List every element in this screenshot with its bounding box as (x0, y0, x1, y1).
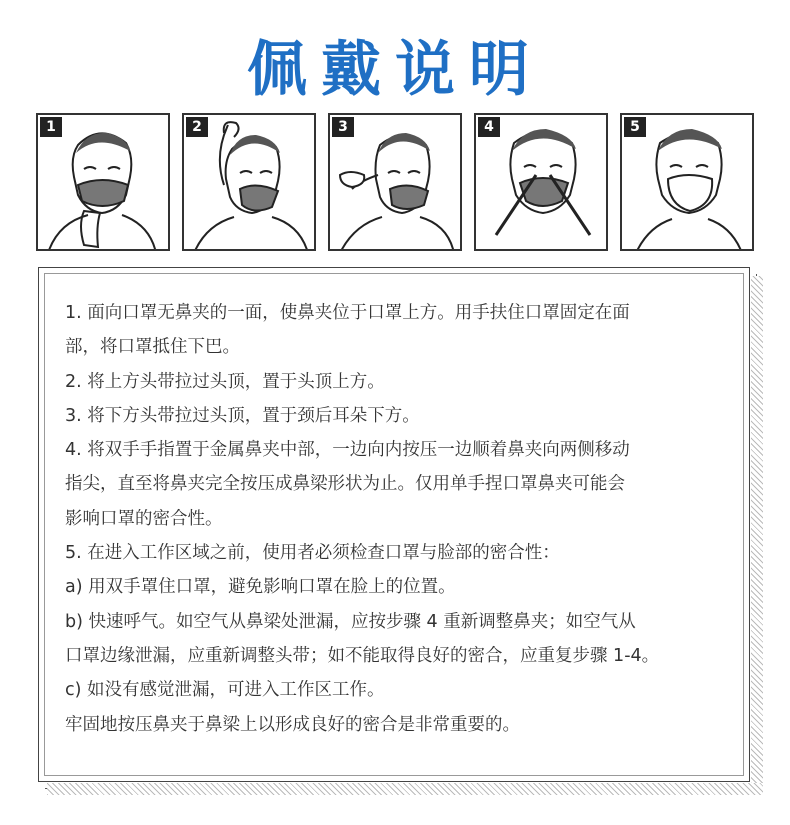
instruction-line: 口罩边缘泄漏，应重新调整头带；如不能取得良好的密合，应重复步骤 1-4。 (65, 645, 660, 666)
step-number: 4 (478, 117, 500, 137)
step-number: 2 (186, 117, 208, 137)
instruction-line: 牢固地按压鼻夹于鼻梁上以形成良好的密合是非常重要的。 (65, 714, 520, 735)
instruction-line: 1. 面向口罩无鼻夹的一面，使鼻夹位于口罩上方。用手扶住口罩固定在面 (65, 303, 630, 323)
step-5-panel (620, 113, 754, 251)
step-number: 1 (40, 117, 62, 137)
step-number: 3 (332, 117, 354, 137)
panel-shadow-right (751, 276, 763, 795)
instruction-line: 指尖，直至将鼻夹完全按压成鼻梁形状为止。仅用单手捏口罩鼻夹可能会 (65, 474, 625, 495)
step-3-panel (328, 113, 462, 251)
page-title: 佩戴说明 (247, 35, 543, 105)
step-number: 5 (624, 117, 646, 137)
instruction-line: 4. 将双手手指置于金属鼻夹中部，一边向内按压一边顺着鼻夹向两侧移动 (65, 440, 630, 461)
steps-row (36, 113, 756, 253)
instructions-panel (38, 267, 750, 782)
instruction-line: 5. 在进入工作区域之前，使用者必须检查口罩与脸部的密合性： (65, 543, 560, 564)
instruction-line: 影响口罩的密合性。 (65, 508, 223, 529)
instruction-line: b) 快速呼气。如空气从鼻梁处泄漏，应按步骤 4 重新调整鼻夹；如空气从 (65, 611, 636, 632)
step-1-panel (36, 113, 170, 251)
instruction-line: 2. 将上方头带拉过头顶，置于头顶上方。 (65, 371, 385, 392)
instruction-line: a) 用双手罩住口罩，避免影响口罩在脸上的位置。 (65, 577, 456, 598)
instruction-line: c) 如没有感觉泄漏，可进入工作区工作。 (65, 680, 385, 701)
step-2-panel (182, 113, 316, 251)
step-4-panel (474, 113, 608, 251)
instruction-line: 3. 将下方头带拉过头顶，置于颈后耳朵下方。 (65, 405, 420, 426)
instructions-text (65, 296, 731, 742)
panel-shadow-bottom (47, 783, 763, 795)
instruction-line: 部，将口罩抵住下巴。 (65, 337, 240, 358)
